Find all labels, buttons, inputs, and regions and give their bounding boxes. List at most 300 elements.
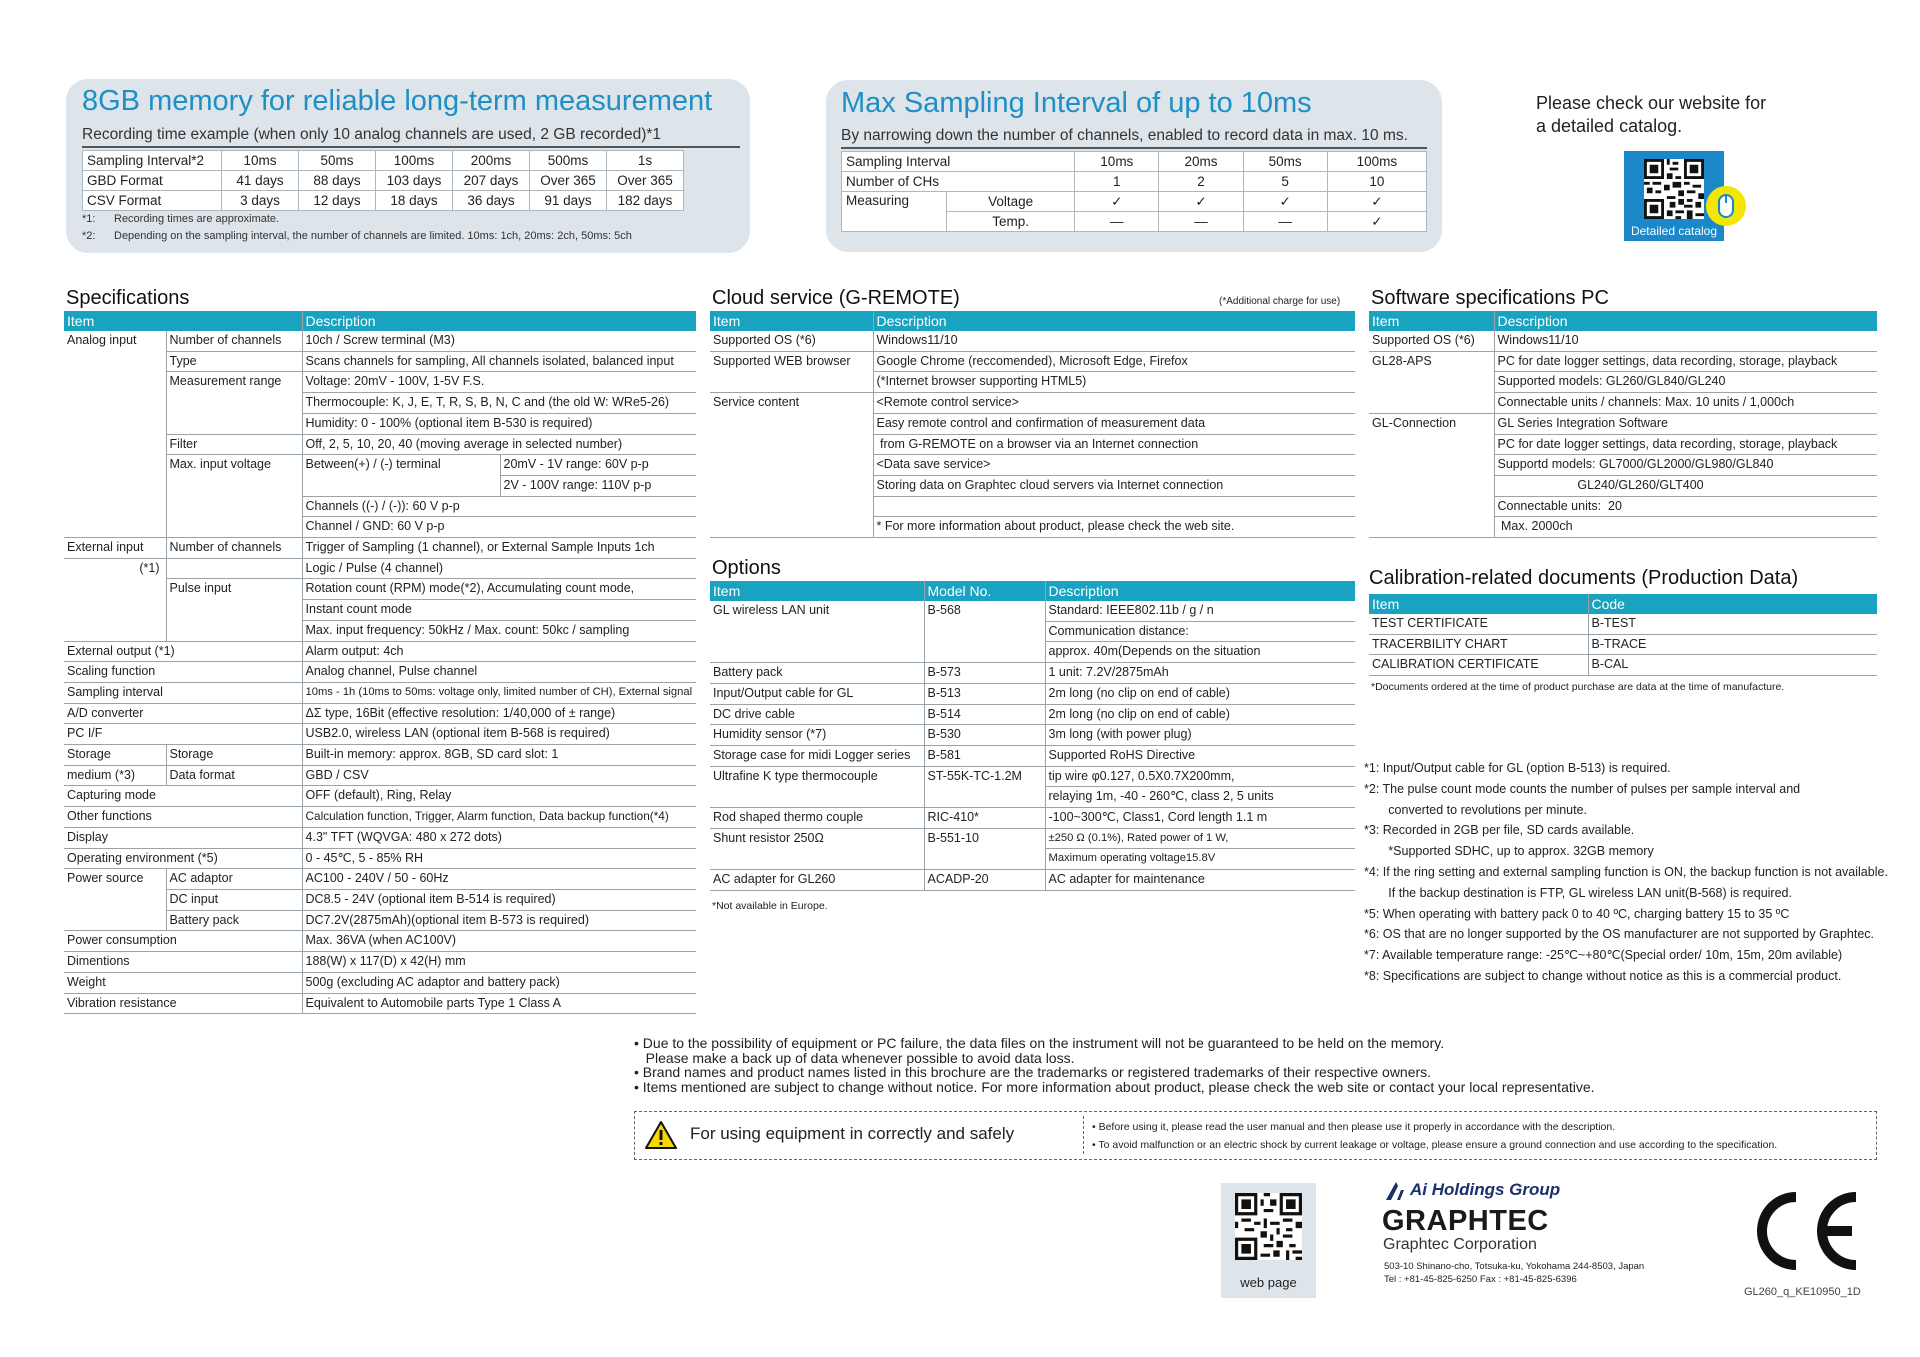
- cloud-item: Service content: [713, 395, 800, 410]
- options-desc: relaying 1m, -40 - 260℃, class 2, 5 units: [1045, 787, 1355, 808]
- calibration-row: [1369, 655, 1877, 676]
- memory-table-header: Sampling Interval*2: [83, 151, 222, 171]
- cloud-note: (*Additional charge for use): [1219, 296, 1341, 307]
- spec-desc: GBD / CSV: [302, 765, 696, 786]
- sampling-table-cell: ✓: [1327, 192, 1426, 212]
- options-row: [710, 766, 1355, 787]
- note-mark: *1:: [82, 213, 96, 225]
- cloud-item: [710, 434, 873, 455]
- software-desc: GL240/GL260/GLT400: [1494, 475, 1877, 496]
- spec-item: [64, 434, 166, 455]
- cloud-desc: <Remote control service>: [873, 393, 1355, 414]
- spec-subitem: Data format: [166, 765, 302, 786]
- spec-item: Other functions: [64, 807, 166, 828]
- software-item: [1369, 496, 1494, 517]
- options-model: B-568: [924, 601, 1045, 621]
- cloud-item: [710, 413, 873, 434]
- options-model: B-530: [924, 725, 1045, 746]
- memory-table-header: 100ms: [376, 151, 453, 171]
- cloud-item: [710, 455, 873, 476]
- website-text-line: a detailed catalog.: [1536, 116, 1683, 136]
- spec-item: [64, 475, 166, 496]
- note-mark: *2:: [82, 230, 96, 242]
- footnote-line: *3: Recorded in 2GB per file, SD cards available.: [1364, 823, 1635, 838]
- ai-logo-icon: [1384, 1180, 1408, 1202]
- spec-row: [64, 869, 696, 890]
- calibration-desc: B-CAL: [1588, 655, 1877, 676]
- safety-title: For using equipment in correctly and safely: [690, 1124, 1015, 1143]
- spec-item: Dimentions: [64, 952, 166, 973]
- options-footnote: *Not available in Europe.: [712, 900, 828, 912]
- spec-row: [64, 351, 696, 372]
- software-row: [1369, 372, 1877, 393]
- software-item: GL28-APS: [1372, 353, 1432, 368]
- sampling-table-cell: —: [1159, 212, 1243, 232]
- cloud-item: [710, 517, 873, 538]
- sampling-table-header: Sampling Interval: [842, 152, 1075, 172]
- cloud-col-desc: Description: [873, 311, 1355, 331]
- cloud-row: [710, 372, 1355, 393]
- spec-desc: Logic / Pulse (4 channel): [302, 558, 696, 579]
- sampling-panel-title: Max Sampling Interval of up to 10ms: [841, 87, 1312, 119]
- spec-desc: Max. 36VA (when AC100V): [302, 931, 696, 952]
- memory-table-header: 1s: [607, 151, 684, 171]
- spec-row: [64, 765, 696, 786]
- spec-subitem: [166, 641, 302, 662]
- spec-item: Vibration resistance: [64, 993, 166, 1014]
- software-desc: Max. 2000ch: [1494, 517, 1877, 538]
- footnote-line: *6: OS that are no longer supported by the OS manufacturer are not supported by Graphtec.: [1364, 927, 1875, 942]
- spec-desc: 500g (excluding AC adaptor and battery pack): [302, 972, 696, 993]
- spec-desc: Voltage: 20mV - 100V, 1-5V F.S.: [302, 372, 696, 393]
- calibration-desc: B-TRACE: [1588, 634, 1877, 655]
- options-item: GL wireless LAN unit: [713, 603, 830, 617]
- sampling-table: [841, 151, 1427, 232]
- ce-mark: [1744, 1189, 1862, 1273]
- sampling-table-cell: —: [1243, 212, 1327, 232]
- spec-row: [64, 931, 696, 952]
- memory-table-cell: CSV Format: [83, 191, 222, 211]
- footnotes: [1364, 758, 1888, 987]
- spec-row: [64, 848, 696, 869]
- sampling-table-header: 100ms: [1327, 152, 1426, 172]
- software-row: [1369, 517, 1877, 538]
- spec-subitem: Type: [166, 351, 302, 372]
- spec-row: [64, 827, 696, 848]
- options-item: DC drive cable: [710, 704, 924, 725]
- spec-subitem: [166, 972, 302, 993]
- qr-code-icon: [1644, 159, 1704, 219]
- cloud-desc: Storing data on Graphtec cloud servers via Internet connection: [873, 475, 1355, 496]
- options-desc: 2m long (no clip on end of cable): [1045, 683, 1355, 704]
- memory-table-cell: 103 days: [376, 171, 453, 191]
- spec-subitem: Number of channels: [166, 331, 302, 351]
- memory-table-cell: 88 days: [299, 171, 376, 191]
- calibration-item: TRACERBILITY CHART: [1369, 634, 1588, 655]
- options-desc: AC adapter for maintenance: [1045, 870, 1355, 891]
- spec-subitem: [166, 703, 302, 724]
- cloud-row: [710, 351, 1355, 372]
- options-col-model: Model No.: [924, 581, 1045, 601]
- options-col-desc: Description: [1045, 581, 1355, 601]
- footnote-line: If the backup destination is FTP, GL wireless LAN unit(B-568) is required.: [1364, 885, 1792, 900]
- spec-row: [64, 372, 696, 393]
- software-row: [1369, 496, 1877, 517]
- calibration-row: [1369, 634, 1877, 655]
- footnote-line: *7: Available temperature range: -25℃~+80℃(Special order/ 10m, 15m, 20m avilable): [1364, 948, 1843, 963]
- spec-item: Scaling function: [64, 662, 166, 683]
- options-item: [710, 621, 924, 642]
- software-desc: Connectable units: 20: [1494, 496, 1877, 517]
- sampling-table-cell: Voltage: [947, 192, 1075, 212]
- spec-desc: Alarm output: 4ch: [302, 641, 696, 662]
- spec-row: [64, 600, 696, 621]
- options-row: [710, 683, 1355, 704]
- website-text-line: Please check our website for: [1536, 93, 1767, 113]
- spec-subitem: Storage: [166, 745, 302, 766]
- note-text: Depending on the sampling interval, the number of channels are limited. 10ms: 1ch, 20ms: 2ch, 50ms: 5ch: [114, 230, 632, 242]
- memory-table-cell: GBD Format: [83, 171, 222, 191]
- software-desc: GL Series Integration Software: [1494, 413, 1877, 434]
- software-item: [1369, 393, 1494, 414]
- options-model: B-513: [924, 683, 1045, 704]
- memory-table-cell: 207 days: [453, 171, 530, 191]
- spec-item: [64, 600, 166, 621]
- cloud-desc: Google Chrome (reccomended), Microsoft Edge, Firefox: [873, 351, 1355, 372]
- sampling-table-cell: ✓: [1327, 212, 1426, 232]
- options-model: [924, 642, 1045, 663]
- spec-item: [64, 372, 166, 393]
- spec-desc: Thermocouple: K, J, E, T, R, S, B, N, C and (the old W: WRe5-26): [302, 393, 696, 414]
- note-text: Recording times are approximate.: [114, 213, 280, 225]
- spec-desc: Rotation count (RPM) mode(*2), Accumulating count mode,: [302, 579, 696, 600]
- options-item: [710, 642, 924, 663]
- software-desc: Supported models: GL260/GL840/GL240: [1494, 372, 1877, 393]
- spec-subitem: DC input: [166, 889, 302, 910]
- sampling-table-cell: Temp.: [947, 212, 1075, 232]
- options-model: ST-55K-TC-1.2M: [924, 766, 1045, 787]
- cloud-desc: <Data save service>: [873, 455, 1355, 476]
- spec-desc: 2V - 100V range: 110V p-p: [500, 475, 696, 496]
- spec-item: External input: [64, 538, 166, 559]
- software-row: [1369, 475, 1877, 496]
- cloud-desc: from G-REMOTE on a browser via an Internet connection: [873, 434, 1355, 455]
- spec-subitem: [166, 931, 302, 952]
- options-item: AC adapter for GL260: [710, 870, 924, 891]
- spec-item: PC I/F: [64, 724, 166, 745]
- footnote-line: converted to revolutions per minute.: [1364, 802, 1588, 817]
- specifications-table: [64, 311, 696, 1014]
- warning-icon: [644, 1120, 678, 1150]
- spec-row: [64, 455, 696, 476]
- footnote-line: *Supported SDHC, up to approx. 32GB memory: [1364, 844, 1654, 859]
- sampling-table-header: 10ms: [1075, 152, 1159, 172]
- spec-desc: 4.3" TFT (WQVGA: 480 x 272 dots): [302, 827, 696, 848]
- memory-panel-subtitle: Recording time example (when only 10 analog channels are used, 2 GB recorded)*1: [82, 126, 740, 148]
- software-item: [1369, 455, 1494, 476]
- software-row: [1369, 331, 1877, 351]
- calibration-table: [1369, 594, 1877, 676]
- spec-item: Power consumption: [64, 931, 166, 952]
- memory-table: [82, 150, 684, 211]
- options-row: [710, 787, 1355, 808]
- specifications-title: Specifications: [66, 287, 190, 309]
- cloud-item: [710, 496, 873, 517]
- disclaimer-line: • Items mentioned are subject to change without notice. For more information about product, please check the web site or contact your local representative.: [634, 1078, 1595, 1095]
- spec-desc: Calculation function, Trigger, Alarm function, Data backup function(*4): [302, 807, 696, 828]
- spec-row: [64, 662, 696, 683]
- spec-item: [64, 579, 166, 600]
- spec-desc: Humidity: 0 - 100% (optional item B-530 is required): [302, 413, 696, 434]
- options-item: Shunt resistor 250Ω: [713, 830, 824, 845]
- spec-row: [64, 889, 696, 910]
- sampling-table-header: 50ms: [1243, 152, 1327, 172]
- software-row: [1369, 393, 1877, 414]
- company-contact: Tel : +81-45-825-6250 Fax : +81-45-825-6396: [1384, 1274, 1577, 1285]
- options-item: Battery pack: [710, 663, 924, 684]
- spec-row: [64, 952, 696, 973]
- memory-table-cell: Over 365: [530, 171, 607, 191]
- spec-desc: Equivalent to Automobile parts Type 1 Class A: [302, 993, 696, 1014]
- options-row: [710, 704, 1355, 725]
- software-item: GL-Connection: [1372, 415, 1457, 430]
- options-desc: tip wire φ0.127, 0.5X0.7X200mm,: [1045, 766, 1355, 787]
- document-code: GL260_q_KE10950_1D: [1744, 1286, 1861, 1298]
- software-desc: Connectable units / channels: Max. 10 units / 1,000ch: [1494, 393, 1877, 414]
- spec-desc: Max. input frequency: 50kHz / Max. count: 50kc / sampling: [302, 620, 696, 641]
- spec-subitem: [166, 807, 302, 828]
- options-row: [710, 621, 1355, 642]
- options-row: [710, 601, 1355, 621]
- specifications-col-desc: Description: [302, 311, 696, 331]
- spec-subitem: [166, 662, 302, 683]
- spec-item: Power source: [67, 871, 144, 886]
- options-item: [710, 787, 924, 808]
- spec-desc: [302, 475, 500, 496]
- spec-item: [64, 351, 166, 372]
- software-row: [1369, 455, 1877, 476]
- options-desc: Maximum operating voltage15.8V: [1045, 849, 1355, 870]
- spec-item: medium (*3): [64, 765, 166, 786]
- options-model: [924, 621, 1045, 642]
- cloud-desc: Easy remote control and confirmation of measurement data: [873, 413, 1355, 434]
- disclaimer-line: Please make a back up of data whenever possible to avoid data loss.: [634, 1049, 1075, 1066]
- software-row: [1369, 351, 1877, 372]
- spec-row: [64, 745, 696, 766]
- spec-row: [64, 393, 696, 414]
- software-col-desc: Description: [1494, 311, 1877, 331]
- options-col-item: Item: [710, 581, 924, 601]
- options-item: Storage case for midi Logger series: [710, 745, 924, 766]
- cloud-row: [710, 393, 1355, 414]
- safety-line: • To avoid malfunction or an electric shock by current leakage or voltage, please ensure a ground connection and use according to the specification.: [1092, 1139, 1778, 1151]
- spec-row: [64, 910, 696, 931]
- options-model: RIC-410*: [924, 808, 1045, 829]
- options-row: [710, 725, 1355, 746]
- sampling-table-cell: 10: [1327, 172, 1426, 192]
- options-desc: 2m long (no clip on end of cable): [1045, 704, 1355, 725]
- spec-row: [64, 703, 696, 724]
- software-row: [1369, 434, 1877, 455]
- spec-subitem: [166, 682, 302, 703]
- options-desc: Communication distance:: [1045, 621, 1355, 642]
- disclaimer-line: • Brand names and product names listed in this brochure are the trademarks or registered trademarks of their respective owners.: [634, 1064, 1432, 1080]
- options-item: Input/Output cable for GL: [710, 683, 924, 704]
- sampling-table-cell: Number of CHs: [842, 172, 1075, 192]
- options-item: Humidity sensor (*7): [710, 725, 924, 746]
- spec-item: (*1): [139, 560, 160, 575]
- options-row: [710, 828, 1355, 849]
- spec-row: [64, 682, 696, 703]
- spec-subitem: [166, 475, 302, 496]
- memory-table-header: 500ms: [530, 151, 607, 171]
- options-item: [710, 849, 924, 870]
- software-item: [1369, 434, 1494, 455]
- cloud-item: Supported WEB browser: [713, 353, 851, 368]
- sampling-table-cell: ✓: [1159, 192, 1243, 212]
- cloud-item: Supported OS (*6): [710, 331, 873, 351]
- cloud-title: Cloud service (G-REMOTE): [712, 287, 960, 309]
- spec-row: [64, 807, 696, 828]
- spec-item: [64, 889, 166, 910]
- spec-subitem: [166, 558, 302, 579]
- options-desc: Standard: IEEE802.11b / g / n: [1045, 601, 1355, 621]
- footnote-line: *4: If the ring setting and external sampling function is ON, the backup function is not available.: [1364, 864, 1888, 879]
- spec-desc: Between(+) / (-) terminal: [302, 455, 500, 476]
- calibration-col-item: Item: [1369, 594, 1588, 614]
- software-col-item: Item: [1369, 311, 1494, 331]
- spec-desc: 10ms - 1h (10ms to 50ms: voltage only, limited number of CH), External signal: [302, 682, 696, 703]
- spec-desc: DC8.5 - 24V (optional item B-514 is required): [302, 889, 696, 910]
- spec-row: [64, 972, 696, 993]
- group-name: Ai Holdings Group: [1410, 1180, 1561, 1199]
- spec-desc: ΔΣ type, 16Bit (effective resolution: 1/40,000 of ± range): [302, 703, 696, 724]
- spec-item: Weight: [64, 972, 166, 993]
- software-item: [1369, 517, 1494, 538]
- options-model: [924, 849, 1045, 870]
- options-model: B-573: [924, 663, 1045, 684]
- software-desc: Windows11/10: [1494, 331, 1877, 351]
- memory-table-cell: 3 days: [222, 191, 299, 211]
- software-row: [1369, 413, 1877, 434]
- options-desc: 1 unit: 7.2V/2875mAh: [1045, 663, 1355, 684]
- spec-subitem: [166, 724, 302, 745]
- software-desc: Supportd models: GL7000/GL2000/GL980/GL840: [1494, 455, 1877, 476]
- spec-subitem: [166, 496, 302, 517]
- footnote-line: *8: Specifications are subject to change without notice as this is a commercial product.: [1364, 968, 1842, 983]
- cloud-item: [710, 372, 873, 393]
- spec-row: [64, 724, 696, 745]
- memory-table-cell: 91 days: [530, 191, 607, 211]
- software-item: [1369, 372, 1494, 393]
- options-desc: Supported RoHS Directive: [1045, 745, 1355, 766]
- spec-item: Display: [64, 827, 166, 848]
- spec-row: [64, 786, 696, 807]
- spec-subitem: [166, 827, 302, 848]
- spec-subitem: Measurement range: [166, 372, 302, 393]
- safety-box: [634, 1111, 1877, 1160]
- spec-desc: Built-in memory: approx. 8GB, SD card slot: 1: [302, 745, 696, 766]
- cloud-col-item: Item: [710, 311, 873, 331]
- spec-row: [64, 620, 696, 641]
- cloud-desc: (*Internet browser supporting HTML5): [873, 372, 1355, 393]
- spec-desc: OFF (default), Ring, Relay: [302, 786, 696, 807]
- cloud-row: [710, 496, 1355, 517]
- options-model: B-581: [924, 745, 1045, 766]
- spec-desc: AC100 - 240V / 50 - 60Hz: [302, 869, 696, 890]
- spec-item: Sampling interval: [64, 682, 166, 703]
- options-desc: approx. 40m(Depends on the situation: [1045, 642, 1355, 663]
- spec-row: [64, 434, 696, 455]
- spec-subitem: [166, 786, 302, 807]
- spec-row: [64, 496, 696, 517]
- spec-desc: 188(W) x 117(D) x 42(H) mm: [302, 952, 696, 973]
- sampling-panel-subtitle: By narrowing down the number of channels, enabled to record data in max. 10 ms.: [841, 127, 1427, 149]
- cloud-row: [710, 475, 1355, 496]
- options-title: Options: [712, 557, 781, 579]
- spec-subitem: [166, 600, 302, 621]
- spec-desc: 10ch / Screw terminal (M3): [302, 331, 696, 351]
- cloud-item: [710, 475, 873, 496]
- spec-row: [64, 538, 696, 559]
- spec-row: [64, 331, 696, 351]
- memory-table-cell: 36 days: [453, 191, 530, 211]
- safety-line: • Before using it, please read the user manual and then please use it properly in accordance with the description.: [1092, 1121, 1616, 1133]
- memory-table-cell: 12 days: [299, 191, 376, 211]
- calibration-row: [1369, 614, 1877, 634]
- spec-desc: Analog channel, Pulse channel: [302, 662, 696, 683]
- memory-panel-title: 8GB memory for reliable long-term measurement: [82, 85, 713, 117]
- spec-desc: Instant count mode: [302, 600, 696, 621]
- cloud-row: [710, 517, 1355, 538]
- spec-item: Operating environment (*5): [64, 848, 166, 869]
- options-desc: ±250 Ω (0.1%), Rated power of 1 W,: [1045, 828, 1355, 849]
- footnote-line: *5: When operating with battery pack 0 to 40 ºC, charging battery 15 to 35 ºC: [1364, 906, 1790, 921]
- spec-item: [64, 496, 166, 517]
- spec-row: [64, 558, 696, 579]
- website-text: [1536, 92, 1766, 138]
- options-row: [710, 642, 1355, 663]
- disclaimers: [634, 1036, 1595, 1094]
- spec-row: [64, 475, 696, 496]
- webpage-qr-card[interactable]: [1221, 1183, 1316, 1298]
- sampling-table-cell: 2: [1159, 172, 1243, 192]
- spec-desc: Channels ((-) / (-)): 60 V p-p: [302, 496, 696, 517]
- options-model: ACADP-20: [924, 870, 1045, 891]
- cloud-desc: * For more information about product, please check the web site.: [873, 517, 1355, 538]
- disclaimer-line: • Due to the possibility of equipment or PC failure, the data files on the instrument will not be guaranteed to be held on the memory.: [634, 1035, 1445, 1051]
- calibration-col-code: Code: [1588, 594, 1877, 614]
- spec-subitem: Battery pack: [166, 910, 302, 931]
- spec-item: [64, 517, 166, 538]
- options-row: [710, 745, 1355, 766]
- safety-divider: [1083, 1116, 1084, 1154]
- measuring-label: Measuring: [842, 192, 947, 232]
- options-row: [710, 870, 1355, 891]
- calibration-note: *Documents ordered at the time of product purchase are data at the time of manufacture.: [1371, 681, 1785, 693]
- spec-desc: Trigger of Sampling (1 channel), or External Sample Inputs 1ch: [302, 538, 696, 559]
- spec-desc: Off, 2, 5, 10, 20, 40 (moving average in selected number): [302, 434, 696, 455]
- spec-subitem: [166, 517, 302, 538]
- spec-item: Storage: [64, 745, 166, 766]
- spec-subitem: [166, 620, 302, 641]
- memory-panel: [66, 79, 750, 253]
- footnote-line: *2: The pulse count mode counts the number of pulses per sample interval and: [1364, 781, 1801, 796]
- calibration-title: Calibration-related documents (Production Data): [1369, 567, 1799, 589]
- company-address: 503-10 Shinano-cho, Totsuka-ku, Yokohama 244-8503, Japan: [1384, 1261, 1645, 1272]
- calibration-item: TEST CERTIFICATE: [1369, 614, 1588, 634]
- memory-table-cell: Over 365: [607, 171, 684, 191]
